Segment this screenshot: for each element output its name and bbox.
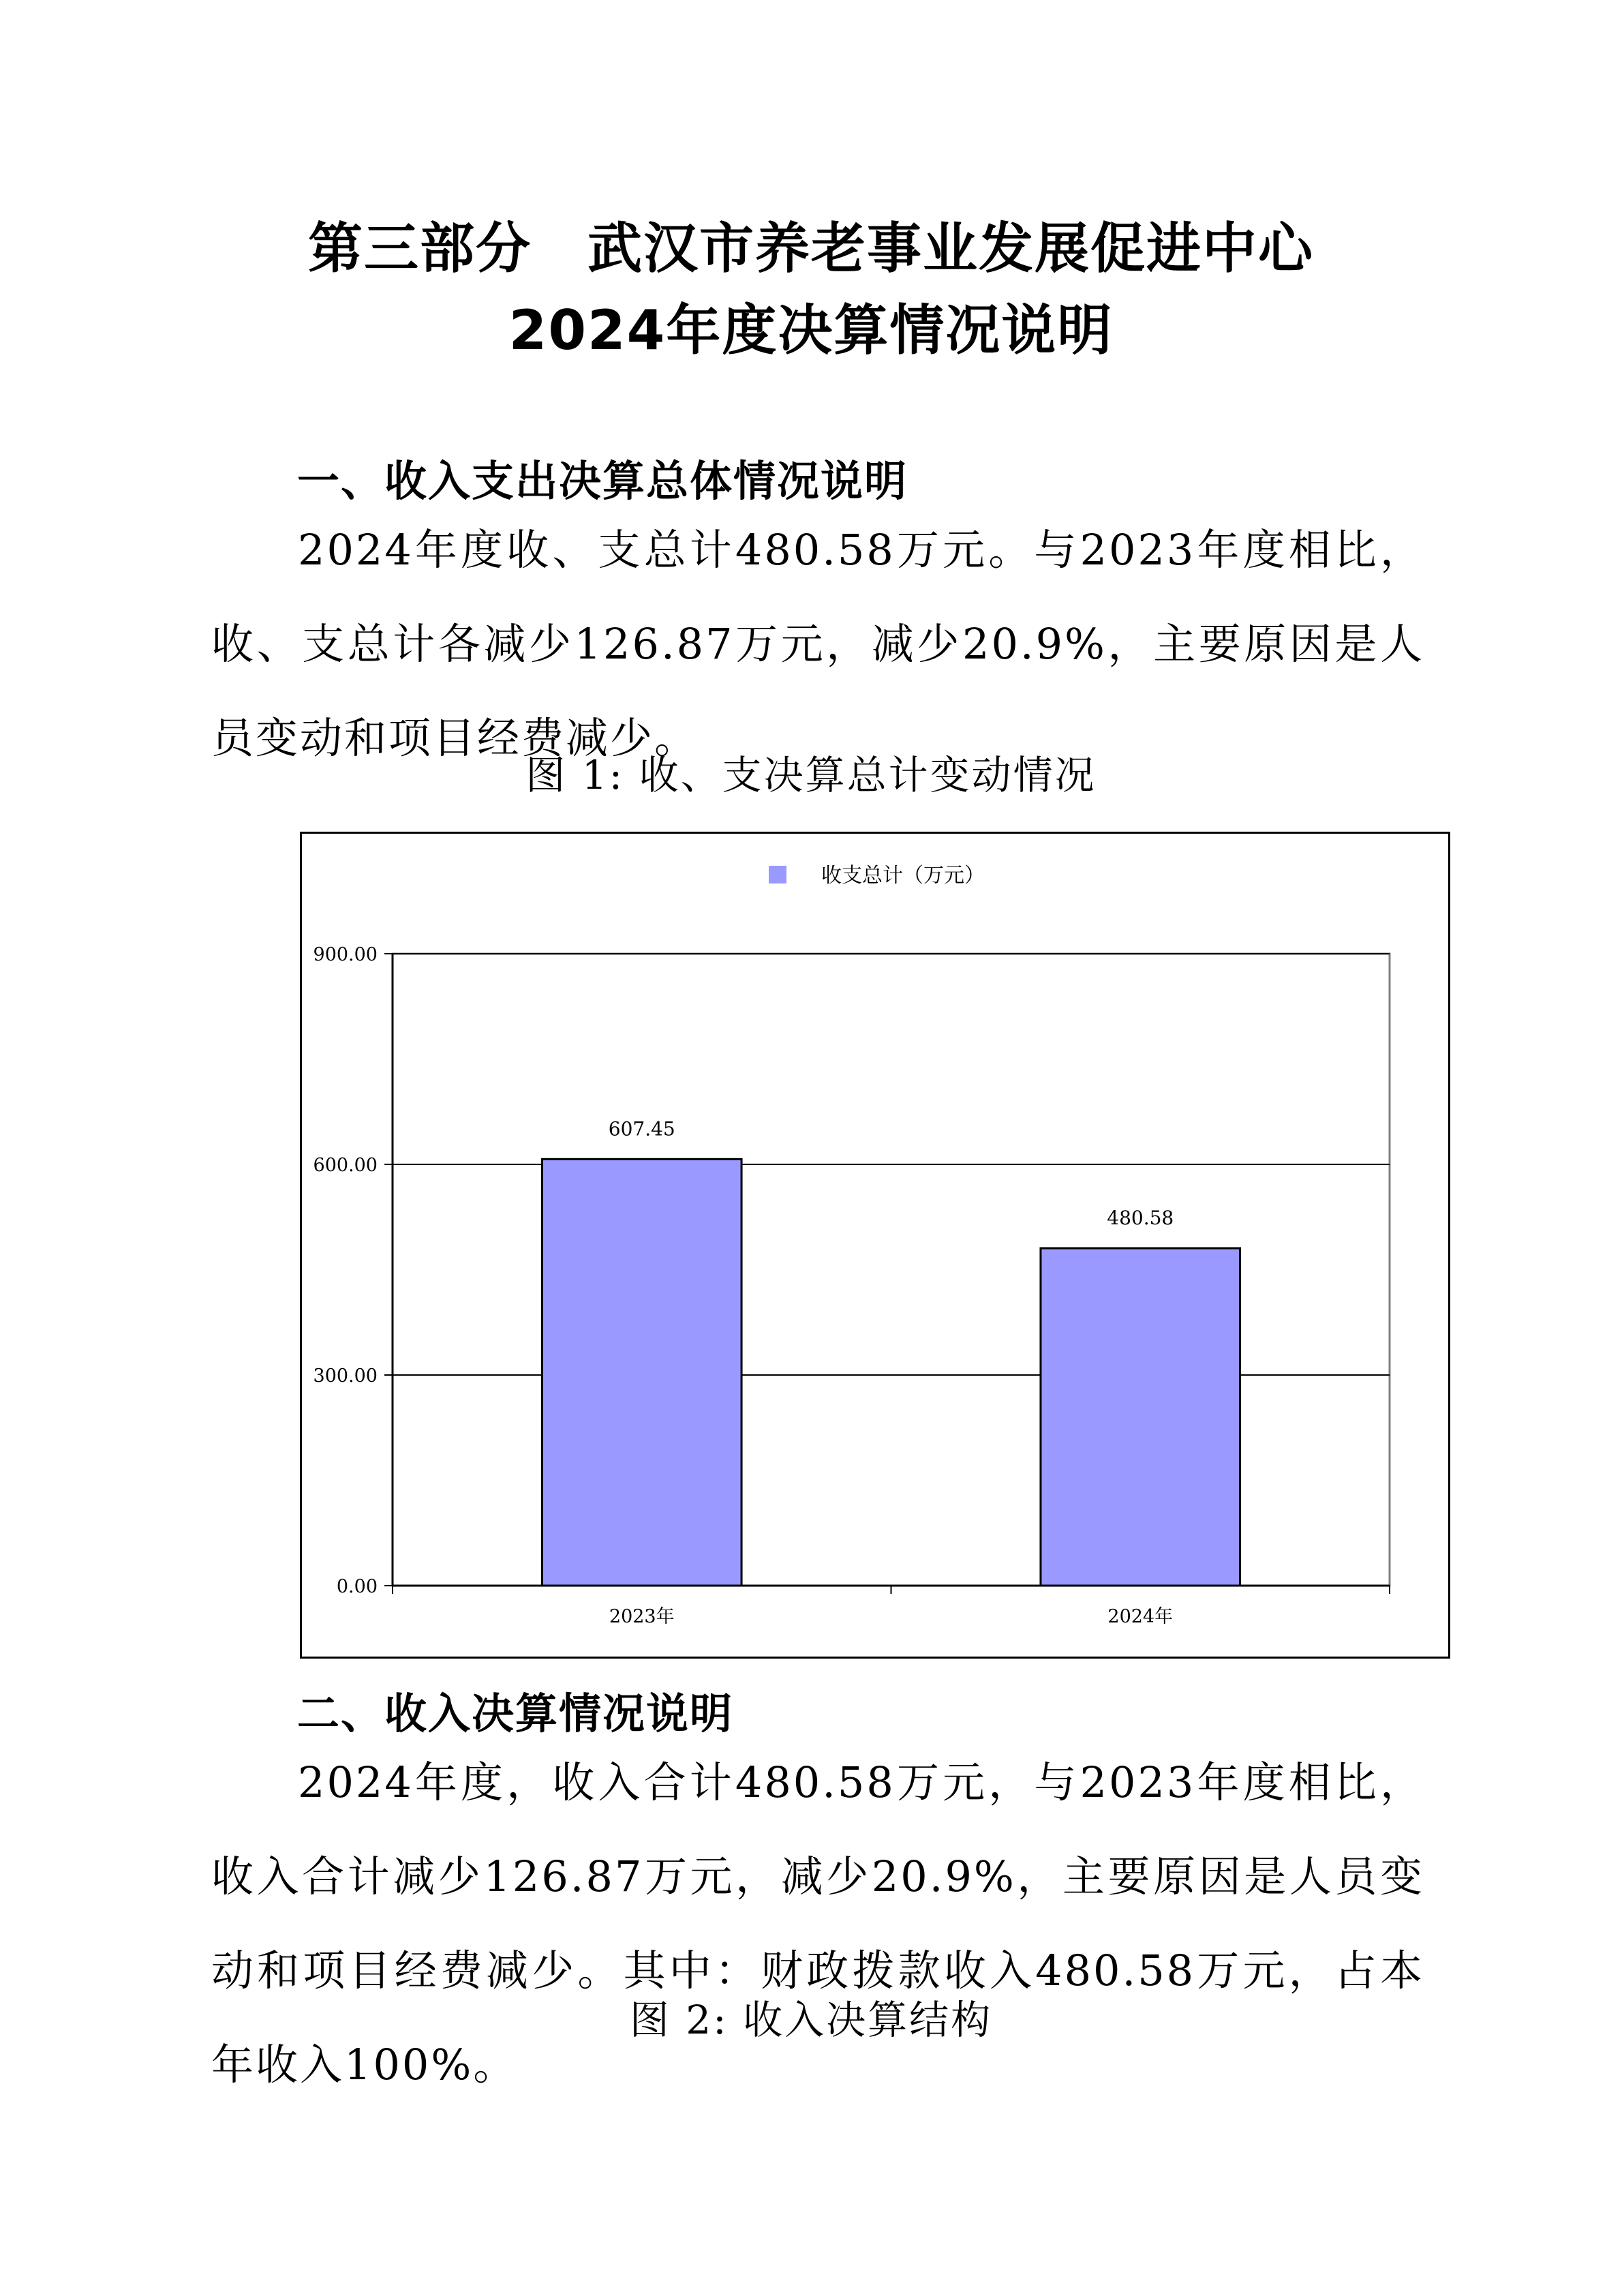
section2-paragraph: 2024年度，收入合计480.58万元，与2023年度相比，收入合计减少126.87万元，减少20.9%，主要原因是人员变动和项目经费减少。其中：财政拨款收入480.58万元，占本年收入100%。: [211, 1757, 1424, 2089]
legend-label: 收支总计（万元）: [821, 864, 985, 888]
figure2-caption: 图 2: 收入决算结构: [629, 1997, 993, 2043]
y-tick-label: 0.00: [336, 1576, 378, 1597]
data-label: 480.58: [1107, 1207, 1174, 1230]
y-tick-label: 600.00: [313, 1155, 378, 1176]
page-title-line1: 第三部分 武汉市养老事业发展促进中心: [308, 217, 1314, 280]
y-tick-label: 300.00: [313, 1365, 378, 1387]
page-title-line2: 2024年度决算情况说明: [508, 299, 1114, 362]
figure1-caption: 图 1: 收、支决算总计变动情况: [525, 752, 1097, 798]
section2-heading: 二、收入决算情况说明: [297, 1689, 734, 1738]
legend-swatch: [769, 866, 786, 883]
x-tick-label: 2023年: [609, 1606, 675, 1627]
bar-2: [1041, 1248, 1240, 1586]
section1-heading: 一、收入支出决算总体情况说明: [297, 456, 908, 506]
bar-1: [542, 1159, 741, 1586]
y-tick-label: 900.00: [313, 944, 378, 965]
section1-paragraph: 2024年度收、支总计480.58万元。与2023年度相比，收、支总计各减少126.87万元，减少20.9%，主要原因是人员变动和项目经费减少。: [211, 525, 1424, 763]
data-label: 607.45: [608, 1117, 675, 1141]
x-tick-label: 2024年: [1107, 1606, 1174, 1627]
chart-canvas: [302, 834, 1448, 1657]
bar-chart: [300, 832, 1450, 1659]
